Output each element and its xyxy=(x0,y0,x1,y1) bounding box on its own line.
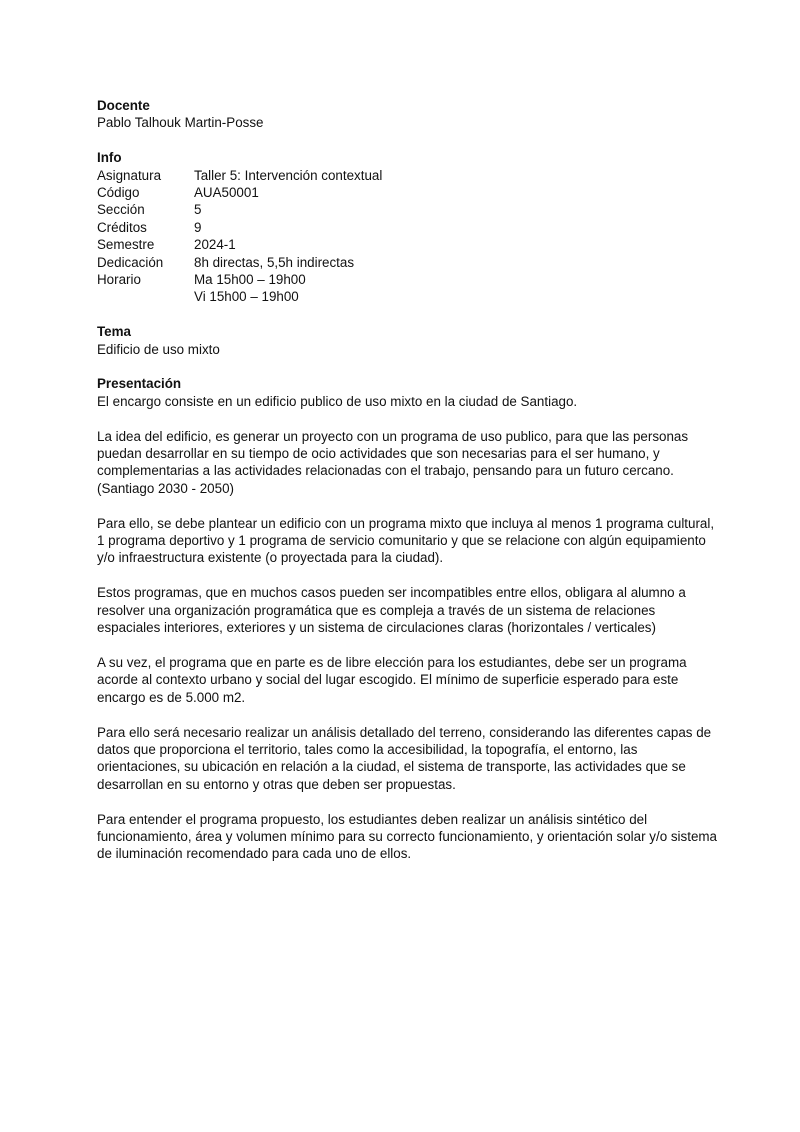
presentacion-paragraph: Para entender el programa propuesto, los estudiantes deben realizar un análisis sintético del funcionamiento, área y volumen mínimo para su correcto funcionamiento, y orientación solar y/o sistema de iluminación recomendado para cada uno de ellos. xyxy=(97,811,717,862)
presentacion-paragraph: La idea del edificio, es generar un proyecto con un programa de uso publico, para que las personas puedan desarrollar en su tiempo de ocio actividades que son necesarias para el ser humano, y complementarias a las actividades relacionadas con el trabajo, pensando para un futuro cercano. (Santiago 2030 - 2050) xyxy=(97,428,689,496)
document-content xyxy=(97,97,717,880)
info-value: 9 xyxy=(194,219,202,235)
presentacion-paragraph: Para ello, se debe plantear un edificio con un programa mixto que incluya al menos 1 programa cultural, 1 programa deportivo y 1 programa de servicio comunitario y que se relacione con algún equipamiento y/o infraestructura existente (o proyectada para la ciudad). xyxy=(97,515,715,566)
tema-heading: Tema xyxy=(97,324,131,340)
info-label: Sección xyxy=(97,202,145,218)
presentacion-section xyxy=(97,375,717,862)
info-heading: Info xyxy=(97,150,122,166)
info-label: Horario xyxy=(97,272,141,288)
info-row-codigo xyxy=(97,184,717,201)
presentacion-paragraph: A su vez, el programa que en parte es de libre elección para los estudiantes, debe ser un programa acorde al contexto urbano y social del lugar escogido. El mínimo de superficie esperado para este encargo es de 5.000 m2. xyxy=(97,654,687,705)
tema-text: Edificio de uso mixto xyxy=(97,341,220,357)
info-label: Asignatura xyxy=(97,167,162,183)
info-label: Semestre xyxy=(97,237,155,253)
info-table xyxy=(97,167,717,306)
docente-heading: Docente xyxy=(97,98,150,113)
info-label: Créditos xyxy=(97,219,147,235)
presentacion-paragraph: Estos programas, que en muchos casos pueden ser incompatibles entre ellos, obligara al alumno a resolver una organización programática que es compleja a través de un sistema de relaciones espaciales interiores, exteriores y un sistema de circulaciones claras (horizontales / verticales) xyxy=(97,585,686,636)
info-section xyxy=(97,149,717,306)
info-label: Código xyxy=(97,185,140,201)
docente-section xyxy=(97,97,717,132)
info-value: AUA50001 xyxy=(194,185,259,201)
info-row-semestre xyxy=(97,236,717,253)
info-row-horario xyxy=(97,271,717,288)
presentacion-paragraph: Para ello será necesario realizar un análisis detallado del terreno, considerando las diferentes capas de datos que proporciona el territorio, tales como la accesibilidad, la topografía, el entorno, las orientaciones, su ubicación en relación a la ciudad, el sistema de transporte, las actividades que se desarrollan en su entorno y otras que deben ser propuestas. xyxy=(97,724,712,792)
info-value: 8h directas, 5,5h indirectas xyxy=(194,254,355,270)
info-row-creditos xyxy=(97,219,717,236)
tema-section xyxy=(97,323,717,358)
info-row-seccion xyxy=(97,201,717,218)
info-row-dedicacion xyxy=(97,254,717,271)
info-value: Taller 5: Intervención contextual xyxy=(194,167,383,183)
info-value: 2024-1 xyxy=(194,237,236,253)
info-label: Dedicación xyxy=(97,254,164,270)
info-row-asignatura xyxy=(97,167,717,184)
info-value: 5 xyxy=(194,202,202,218)
info-value: Vi 15h00 – 19h00 xyxy=(194,289,299,305)
info-label xyxy=(97,288,194,305)
info-row-horario-2 xyxy=(97,288,717,305)
info-value: Ma 15h00 – 19h00 xyxy=(194,272,306,288)
presentacion-intro: El encargo consiste en un edificio publico de uso mixto en la ciudad de Santiago. xyxy=(97,393,578,409)
docente-name: Pablo Talhouk Martin-Posse xyxy=(97,115,264,131)
presentacion-heading: Presentación xyxy=(97,376,182,392)
